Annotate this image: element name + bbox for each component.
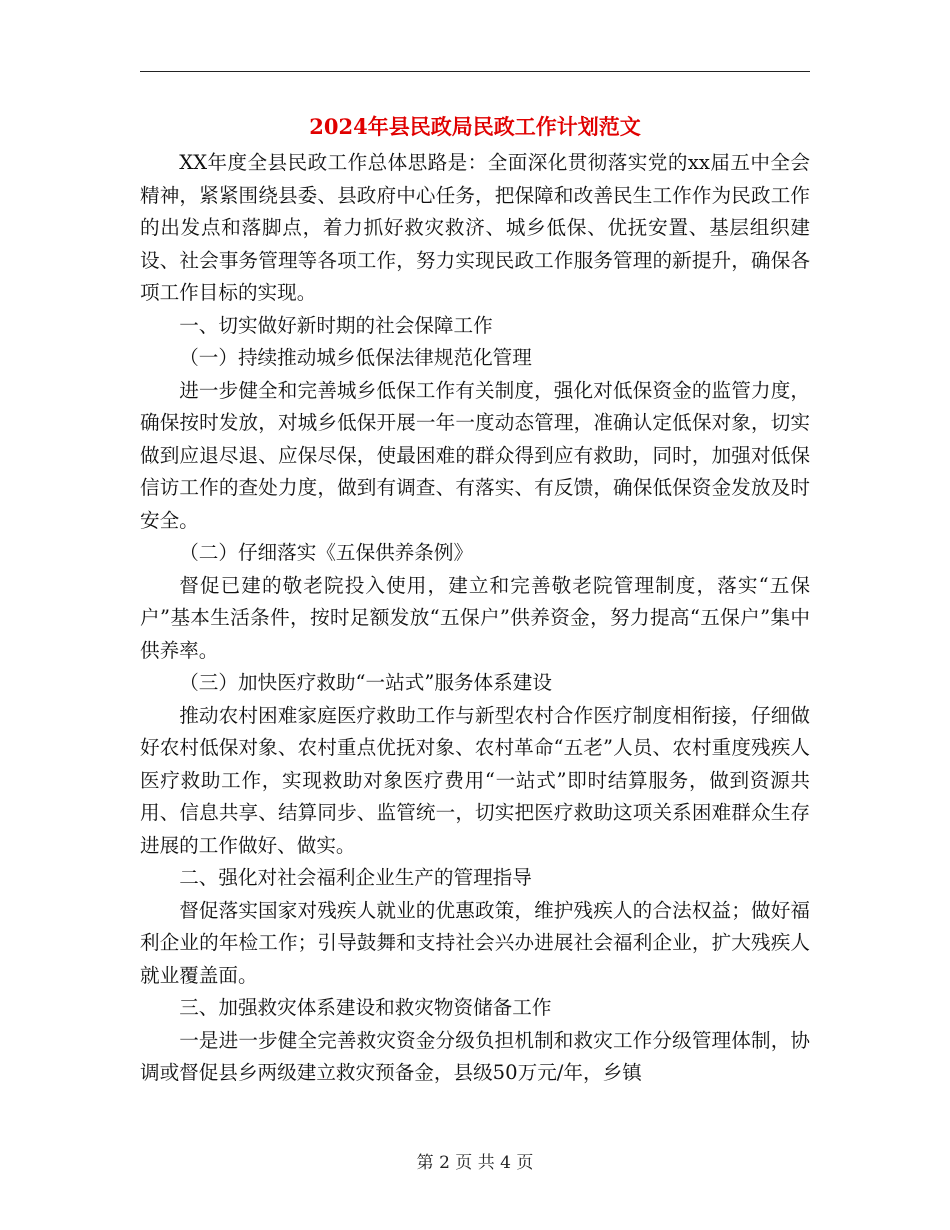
paragraph-disaster-relief: 一是进一步健全完善救灾资金分级负担机制和救灾工作分级管理体制，协调或督促县乡两级建立救灾预备金，县级50万元/年，乡镇 (140, 1028, 810, 1084)
subsection-heading-1-1: （一）持续推动城乡低保法律规范化管理 (179, 346, 532, 369)
paragraph-welfare-enterprise: 督促落实国家对残疾人就业的优惠政策，维护残疾人的合法权益；做好福利企业的年检工作；引导鼓舞和支持社会兴办进展社会福利企业，扩大残疾人就业覆盖面。 (140, 898, 810, 987)
paragraph-intro: XX年度全县民政工作总体思路是：全面深化贯彻落实党的xx届五中全会精神，紧紧围绕县委、县政府中心任务，把保障和改善民生工作作为民政工作的出发点和落脚点，着力抓好救灾救济、城乡低保、优抚安置、基层组织建设、社会事务管理等各项工作，努力实现民政工作服务管理的新提升，确保各项工作目标的实现。 (140, 151, 810, 304)
subsection-heading-1-2: （二）仔细落实《五保供养条例》 (179, 541, 474, 564)
section-heading-1: 一、切实做好新时期的社会保障工作 (179, 313, 493, 337)
paragraph-low-income: 进一步健全和完善城乡低保工作有关制度，强化对低保资金的监管力度，确保按时发放，对城乡低保开展一年一度动态管理，准确认定低保对象，切实做到应退尽退、应保尽保，使最困难的群众得到应有救助，同时，加强对低保信访工作的查处力度，做到有调查、有落实、有反馈，确保低保资金发放及时安全。 (140, 378, 810, 532)
paragraph-medical-aid: 推动农村困难家庭医疗救助工作与新型农村合作医疗制度相衔接，仔细做好农村低保对象、农村重点优抚对象、农村革命“五老”人员、农村重度残疾人医疗救助工作，实现救助对象医疗费用“一站式”即时结算服务，做到资源共用、信息共享、结算同步、监管统一，切实把医疗救助这项关系困难群众生存进展的工作做好、做实。 (140, 703, 810, 857)
header-rule (140, 71, 810, 72)
page-number-footer: 第 2 页 共 4 页 (416, 1153, 534, 1173)
document-title: 2024年县民政局民政工作计划范文 (309, 114, 641, 139)
section-heading-3: 三、加强救灾体系建设和救灾物资储备工作 (179, 996, 552, 1019)
subsection-heading-1-3: （三）加快医疗救助“一站式”服务体系建设 (179, 671, 552, 694)
paragraph-five-guarantees: 督促已建的敬老院投入使用，建立和完善敬老院管理制度，落实“五保户”基本生活条件，按时足额发放“五保户”供养资金，努力提高“五保户”集中供养率。 (140, 573, 810, 662)
document-body (140, 147, 810, 1090)
section-heading-2: 二、强化对社会福利企业生产的管理指导 (179, 866, 532, 889)
